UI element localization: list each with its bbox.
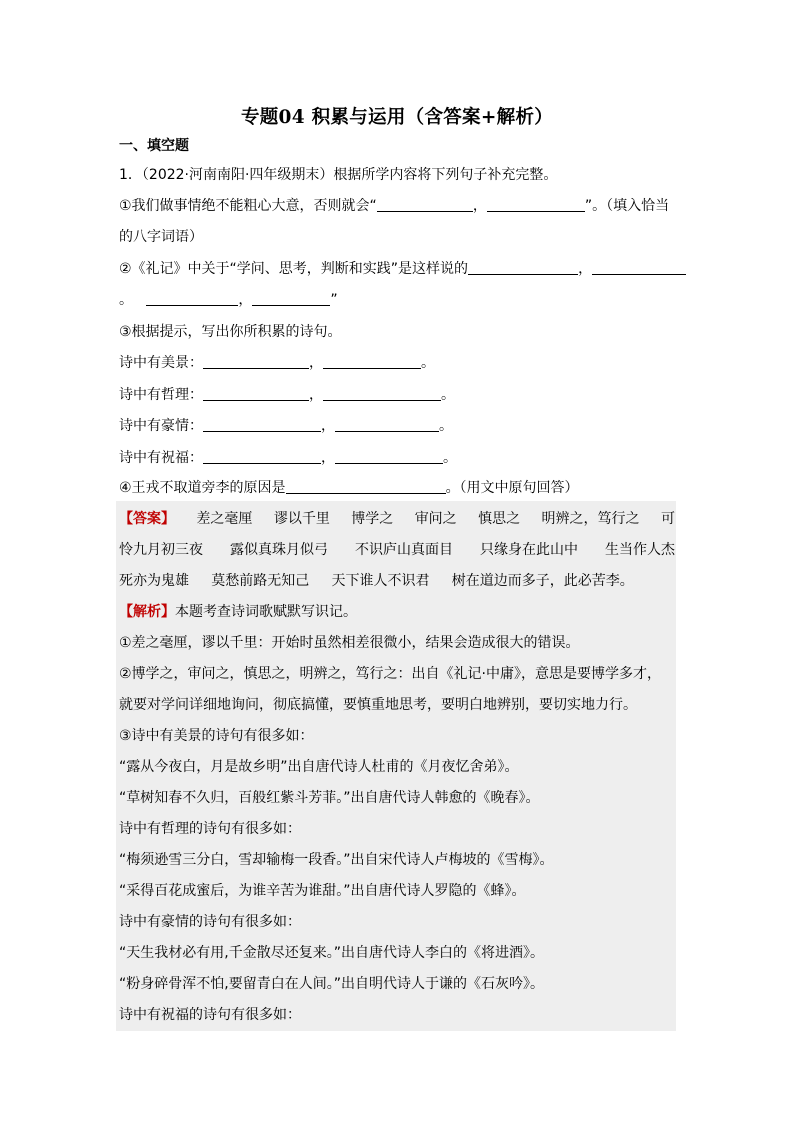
q1-sep: ， [472, 198, 487, 214]
analysis-line: “梅须逊雪三分白，雪却输梅一段香。”出自宋代诗人卢梅坡的《雪梅》。 [119, 852, 554, 868]
answer-blank [286, 479, 446, 494]
question-4 [119, 478, 579, 498]
page-title: 专题04 积累与运用（含答案+解析） [240, 107, 554, 128]
answer-blank [203, 354, 309, 369]
analysis-line: “草树知春不久归，百般红紫斗芳菲。”出自唐代诗人韩愈的《晚春》。 [119, 790, 540, 806]
answer-item: 树在道边而多子，此必苦李。 [451, 573, 634, 589]
q4-end: 。（用文中原句回答） [445, 480, 579, 496]
q2-cont-start: 。 [119, 292, 133, 308]
answer-blank [377, 197, 473, 212]
q3-end: 。 [421, 355, 435, 371]
answer-blank [323, 354, 421, 369]
q3-end: 。 [441, 387, 455, 403]
answer-blank [487, 197, 585, 212]
q3-sep: ， [309, 355, 323, 371]
analysis-intro: 本题考查诗词歌赋默写识记。 [175, 604, 357, 620]
analysis-line: “天生我材必有用,千金散尽还复来。”出自唐代诗人李白的《将进酒》。 [119, 945, 544, 961]
q3-label: 诗中有祝福： [119, 450, 203, 466]
answer-row-1 [119, 509, 675, 529]
answer-blank [323, 386, 441, 401]
answer-label: 【答案】 [119, 511, 175, 527]
analysis-line: “粉身碎骨浑不怕,要留青白在人间。”出自明代诗人于谦的《石灰吟》。 [119, 976, 544, 992]
answer-blank [468, 260, 578, 275]
q3-sep: ， [309, 387, 323, 403]
answer-blank [203, 386, 309, 401]
q2-text: ②《礼记》中关于“学问、思考，判断和实践”是这样说的 [119, 261, 469, 277]
answer-item: 怜九月初三夜 [119, 542, 203, 558]
q2-end: ” [330, 292, 338, 308]
question-1-continued: 的八字词语） [119, 229, 203, 245]
q3-end: 。 [443, 450, 457, 466]
answer-item: 明辨之，笃行之 [541, 511, 640, 527]
answer-blank [335, 449, 443, 464]
answer-item: 可 [660, 511, 675, 527]
question-2-continued: 。 ， ” [119, 292, 338, 308]
answer-blank [252, 291, 330, 306]
analysis-line: “采得百花成蜜后，为谁辛苦为谁甜。”出自唐代诗人罗隐的《蜂》。 [119, 883, 526, 899]
q3-end: 。 [439, 418, 453, 434]
answer-row-3 [119, 571, 634, 591]
answer-row-2 [119, 540, 675, 560]
answer-item: 博学之 [351, 511, 394, 527]
q4-text: ④王戎不取道旁李的原因是 [119, 480, 286, 496]
q3-sep: ， [321, 450, 335, 466]
q1-text: ①我们做事情绝不能粗心大意，否则就会“ [119, 198, 377, 214]
answer-item: 生当作人杰 [605, 542, 675, 558]
analysis-line: ②博学之，审问之，慎思之，明辨之，笃行之：出自《礼记·中庸》，意思是要博学多才， [119, 666, 661, 682]
analysis-line: “露从今夜白，月是故乡明”出自唐代诗人杜甫的《月夜忆舍弟》。 [119, 759, 519, 775]
answer-blank [146, 291, 238, 306]
answer-item: 慎思之 [478, 511, 521, 527]
answer-item: 死亦为鬼雄 [119, 573, 189, 589]
q1-end: ”。（填入恰当 [584, 198, 670, 214]
answer-blank [203, 417, 321, 432]
answer-item: 天下谁人不识君 [331, 573, 430, 589]
analysis-line: 诗中有豪情的诗句有很多如： [119, 914, 301, 930]
question-1 [119, 196, 669, 216]
answer-item: 莫愁前路无知己 [211, 573, 310, 589]
q3-sep: ， [321, 418, 335, 434]
q3-item-blessing [119, 448, 457, 468]
analysis-line: ③诗中有美景的诗句有很多如： [119, 728, 314, 744]
q3-item-scenery [119, 353, 435, 373]
question-3: ③根据提示，写出你所积累的诗句。 [119, 324, 342, 340]
answer-blank [203, 449, 321, 464]
answer-blank [592, 260, 686, 275]
answer-item: 只缘身在此山中 [480, 542, 578, 558]
q3-label: 诗中有豪情： [119, 418, 203, 434]
q3-label: 诗中有哲理： [119, 387, 203, 403]
answer-item: 露似真珠月似弓 [230, 542, 328, 558]
answer-item: 差之毫厘 [196, 511, 253, 527]
q3-item-philosophy [119, 385, 455, 405]
answer-item: 谬以千里 [273, 511, 330, 527]
question-2 [119, 259, 686, 279]
analysis-intro-line [119, 602, 357, 622]
analysis-line: 就要对学问详细地询问，彻底搞懂，要慎重地思考，要明白地辨别，要切实地力行。 [119, 697, 637, 713]
answer-item: 审问之 [414, 511, 457, 527]
analysis-label: 【解析】 [119, 604, 175, 620]
answer-item: 不识庐山真面目 [355, 542, 453, 558]
analysis-line: 诗中有哲理的诗句有很多如： [119, 821, 301, 837]
answer-blank [335, 417, 439, 432]
section-heading: 一、填空题 [119, 138, 189, 154]
question-intro: 1．（2022·河南南阳·四年级期末）根据所学内容将下列句子补充完整。 [119, 167, 558, 183]
q3-label: 诗中有美景： [119, 355, 203, 371]
q3-item-heroism [119, 416, 453, 436]
analysis-line: 诗中有祝福的诗句有很多如： [119, 1007, 301, 1023]
analysis-line: ①差之毫厘，谬以千里：开始时虽然相差很微小，结果会造成很大的错误。 [119, 635, 580, 651]
q2-sep: ， [578, 261, 593, 277]
